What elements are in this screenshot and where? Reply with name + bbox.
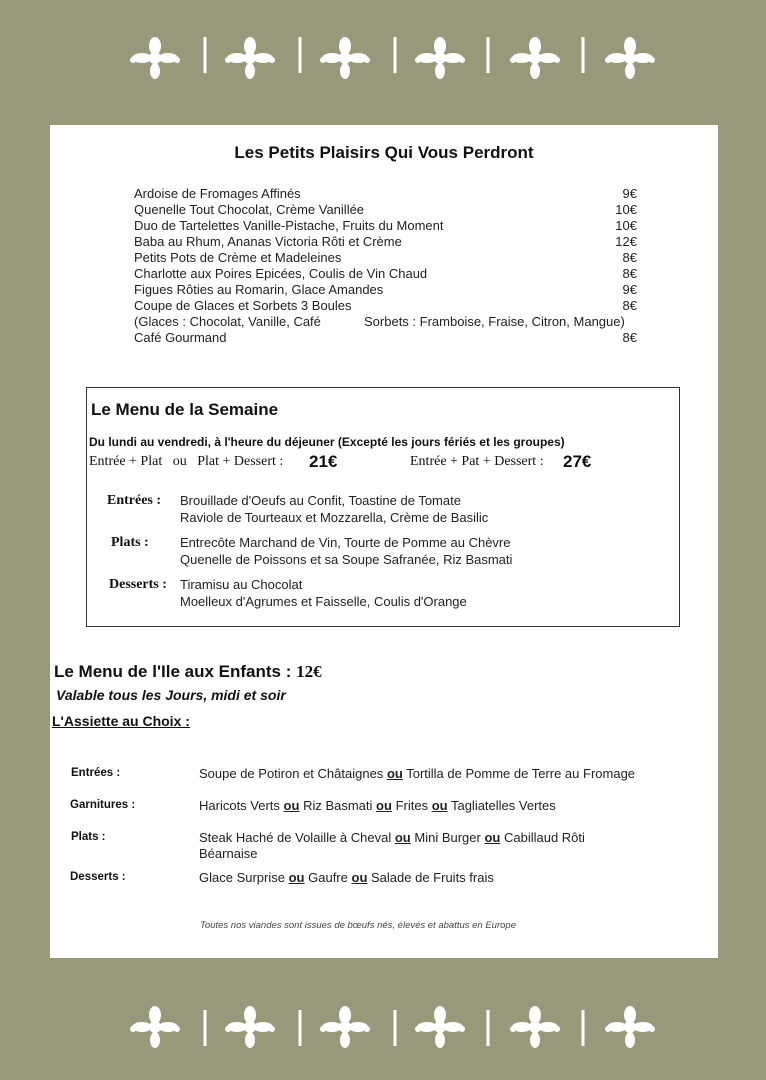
enfants-garniture-2: Riz Basmati bbox=[303, 798, 373, 813]
divider-bar-icon bbox=[204, 37, 207, 73]
enfants-garniture-1: Haricots Verts bbox=[199, 798, 280, 813]
fleur-ornament-icon bbox=[225, 37, 275, 79]
formula-2-price: 27€ bbox=[563, 452, 592, 471]
enfants-garnitures-line bbox=[199, 798, 556, 814]
desserts-title: Les Petits Plaisirs Qui Vous Perdront bbox=[234, 143, 534, 162]
ornament-border-bottom bbox=[0, 1000, 766, 1080]
enfants-dessert-1: Glace Surprise bbox=[199, 870, 285, 885]
cafe-gourmand-name: Café Gourmand bbox=[134, 330, 227, 345]
divider-bar-icon bbox=[299, 37, 302, 73]
dessert-item-price: 8€ bbox=[622, 266, 637, 281]
cafe-gourmand-price: 8€ bbox=[622, 330, 637, 345]
divider-bar-icon bbox=[487, 37, 490, 73]
dessert-item-name: Ardoise de Fromages Affinés bbox=[134, 186, 301, 201]
fleur-ornament-icon bbox=[320, 1006, 370, 1048]
enfants-dessert-3: Salade de Fruits frais bbox=[371, 870, 494, 885]
semaine-desserts-label: Desserts : bbox=[109, 577, 167, 592]
formula-2-label: Entrée + Pat + Dessert : bbox=[410, 454, 544, 469]
enfants-garnitures-label: Garnitures : bbox=[70, 799, 136, 811]
dessert-item-name: Duo de Tartelettes Vanille-Pistache, Fruits du Moment bbox=[134, 218, 444, 233]
divider-bar-icon bbox=[394, 37, 397, 73]
ou-connector: ou bbox=[431, 798, 448, 813]
ou-connector: ou bbox=[394, 830, 411, 845]
enfants-plat-1: Steak Haché de Volaille à Cheval bbox=[199, 830, 392, 845]
enfants-plat-2: Mini Burger bbox=[414, 830, 481, 845]
fleur-ornament-icon bbox=[510, 1006, 560, 1048]
semaine-plat-2: Quenelle de Poissons et sa Soupe Safranée, Riz Basmati bbox=[180, 552, 513, 567]
menu-sheet bbox=[50, 125, 718, 958]
ornament-border-top bbox=[0, 0, 766, 80]
ou-connector: ou bbox=[386, 766, 403, 781]
fleur-ornament-icon bbox=[415, 37, 465, 79]
dessert-item-price: 8€ bbox=[622, 298, 637, 313]
enfants-entrees-line bbox=[199, 766, 635, 782]
footnote: Toutes nos viandes sont issues de bœufs nés, élevés et abattus en Europe bbox=[200, 920, 516, 931]
enfants-plats-line bbox=[199, 830, 585, 846]
dessert-item-name: Charlotte aux Poires Epicées, Coulis de Vin Chaud bbox=[134, 266, 428, 281]
enfants-garniture-3: Frites bbox=[395, 798, 429, 813]
ou-connector: ou bbox=[351, 870, 368, 885]
enfants-plats-label: Plats : bbox=[71, 831, 106, 843]
enfants-desserts-line bbox=[199, 870, 494, 886]
fleur-ornament-icon bbox=[225, 1006, 275, 1048]
divider-bar-icon bbox=[582, 37, 585, 73]
dessert-item-price: 12€ bbox=[615, 234, 637, 249]
dessert-item-price: 10€ bbox=[615, 218, 637, 233]
ou-connector: ou bbox=[484, 830, 501, 845]
dessert-item-name: Baba au Rhum, Ananas Victoria Rôti et Crème bbox=[134, 234, 402, 249]
enfants-garniture-4: Tagliatelles Vertes bbox=[450, 798, 556, 813]
ou-connector: ou bbox=[288, 870, 305, 885]
fleur-ornament-icon bbox=[415, 1006, 465, 1048]
semaine-dessert-2: Moelleux d'Agrumes et Faisselle, Coulis d'Orange bbox=[180, 594, 467, 609]
semaine-entree-2: Raviole de Tourteaux et Mozzarella, Crème de Basilic bbox=[180, 510, 489, 525]
divider-bar-icon bbox=[487, 1010, 490, 1046]
divider-bar-icon bbox=[204, 1010, 207, 1046]
semaine-subtitle: Du lundi au vendredi, à l'heure du déjeuner (Excepté les jours fériés et les groupes) bbox=[89, 435, 565, 449]
semaine-entrees-label: Entrées : bbox=[107, 493, 162, 508]
fleur-ornament-icon bbox=[605, 37, 655, 79]
enfants-entrees-label: Entrées : bbox=[71, 767, 121, 779]
glaces-note-right: Sorbets : Framboise, Fraise, Citron, Mangue) bbox=[364, 314, 625, 329]
dessert-item-name: Figues Rôties au Romarin, Glace Amandes bbox=[134, 282, 384, 297]
glaces-note-left: (Glaces : Chocolat, Vanille, Café bbox=[134, 314, 321, 329]
enfants-entree-2: Tortilla de Pomme de Terre au Fromage bbox=[406, 766, 636, 781]
enfants-subtitle: Valable tous les Jours, midi et soir bbox=[56, 687, 286, 703]
enfants-price: 12€ bbox=[296, 662, 322, 681]
semaine-dessert-1: Tiramisu au Chocolat bbox=[180, 577, 303, 592]
formula-1-price: 21€ bbox=[309, 452, 338, 471]
dessert-item-name: Quenelle Tout Chocolat, Crème Vanillée bbox=[134, 202, 365, 217]
menu-semaine-box bbox=[86, 387, 680, 627]
dessert-item-price: 9€ bbox=[622, 282, 637, 297]
enfants-title-text: Le Menu de l'Ile aux Enfants : bbox=[54, 662, 292, 681]
enfants-entree-1: Soupe de Potiron et Châtaignes bbox=[199, 766, 384, 781]
divider-bar-icon bbox=[299, 1010, 302, 1046]
divider-bar-icon bbox=[394, 1010, 397, 1046]
fleur-ornament-icon bbox=[130, 1006, 180, 1048]
dessert-item-name: Coupe de Glaces et Sorbets 3 Boules bbox=[134, 298, 352, 313]
enfants-plat-3-line2: Béarnaise bbox=[199, 846, 258, 861]
formula-1-label: Entrée + Plat ou Plat + Dessert : bbox=[89, 454, 284, 469]
fleur-ornament-icon bbox=[320, 37, 370, 79]
dessert-item-price: 8€ bbox=[622, 250, 637, 265]
ou-connector: ou bbox=[283, 798, 300, 813]
assiette-title: L'Assiette au Choix : bbox=[52, 713, 190, 729]
semaine-plat-1: Entrecôte Marchand de Vin, Tourte de Pomme au Chèvre bbox=[180, 535, 511, 550]
ou-connector: ou bbox=[376, 798, 392, 813]
enfants-desserts-label: Desserts : bbox=[70, 871, 126, 883]
semaine-title: Le Menu de la Semaine bbox=[91, 400, 279, 419]
enfants-dessert-2: Gaufre bbox=[308, 870, 348, 885]
fleur-ornament-icon bbox=[130, 37, 180, 79]
semaine-plats-label: Plats : bbox=[111, 535, 149, 550]
divider-bar-icon bbox=[582, 1010, 585, 1046]
dessert-item-name: Petits Pots de Crème et Madeleines bbox=[134, 250, 342, 265]
enfants-title bbox=[54, 662, 322, 682]
dessert-item-price: 10€ bbox=[615, 202, 637, 217]
fleur-ornament-icon bbox=[605, 1006, 655, 1048]
semaine-entree-1: Brouillade d'Oeufs au Confit, Toastine de Tomate bbox=[180, 493, 461, 508]
dessert-item-price: 9€ bbox=[622, 186, 637, 201]
fleur-ornament-icon bbox=[510, 37, 560, 79]
enfants-plat-3: Cabillaud Rôti bbox=[503, 830, 585, 845]
